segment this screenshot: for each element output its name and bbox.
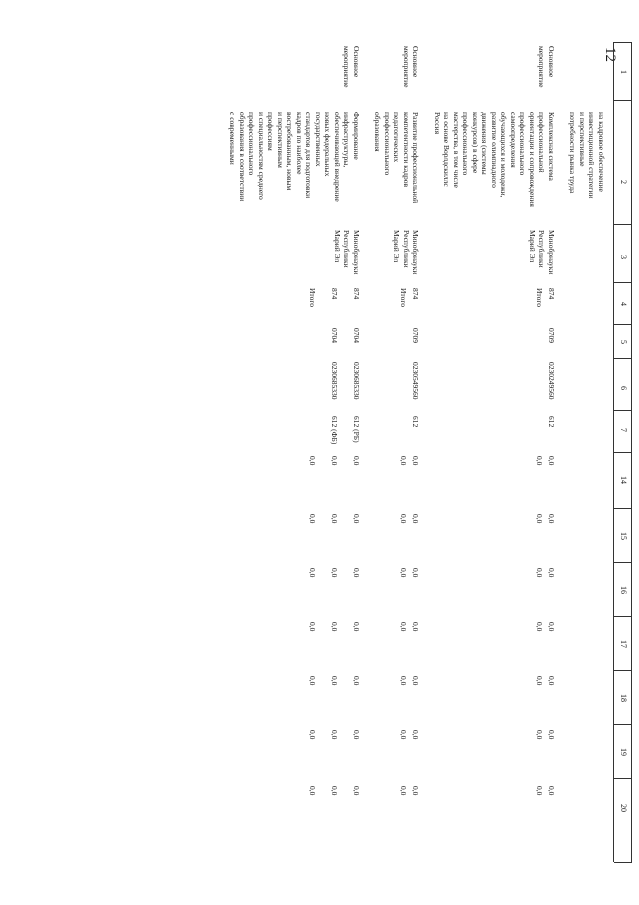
- amount-v18: 0,0: [330, 676, 339, 686]
- amount-v18: 0,0: [352, 676, 361, 686]
- amount-v19: 0,0: [547, 730, 556, 740]
- amount-v16: 0,0: [547, 568, 556, 578]
- column-divider: [614, 324, 632, 325]
- amount-v15: 0,0: [352, 514, 361, 524]
- column-number: 19: [619, 748, 628, 756]
- column-number: 2: [619, 180, 628, 184]
- column-number: 15: [619, 532, 628, 540]
- amount-v14: 0,0: [535, 456, 544, 466]
- code-c7: 612 (РБ): [352, 416, 361, 443]
- column-number: 20: [619, 804, 628, 812]
- amount-v20: 0,0: [399, 786, 409, 796]
- column-number: 3: [619, 255, 628, 259]
- amount-v16: 0,0: [535, 568, 544, 578]
- code-c7: 612: [547, 416, 556, 428]
- amount-v20: 0,0: [547, 786, 556, 796]
- continuation-text: на кадровое обеспечение инвестиционной стратегии и перспективные потребности рынка труда: [568, 112, 606, 199]
- amount-v20: 0,0: [352, 786, 361, 796]
- code-c6: 0230685330: [352, 362, 361, 400]
- code-c4: 874: [352, 288, 361, 300]
- column-number: 6: [619, 386, 628, 390]
- amount-v15: 0,0: [535, 514, 544, 524]
- responsible-executor: Минобрнауки Республики Марий Эл: [392, 230, 421, 275]
- amount-v15: 0,0: [547, 514, 556, 524]
- amount-v16: 0,0: [411, 568, 421, 578]
- amount-v20: 0,0: [411, 786, 421, 796]
- row-description: Комплексная система профессиональной ориентации и сопровождения профессионального самоопределения обучающихся и молодежи, развитие олимпиадного движения (системы конкурсов) в сфере профессионального мастерства, в том числе на основе Ворлдскиллс Россия: [433, 112, 556, 207]
- column-divider: [614, 358, 632, 359]
- amount-v14: 0,0: [352, 456, 361, 466]
- amount-v19: 0,0: [411, 730, 421, 740]
- amount-v14: 0,0: [308, 456, 317, 466]
- row-type: Основное мероприятие: [537, 46, 556, 88]
- amount-v18: 0,0: [547, 676, 556, 686]
- column-divider: [614, 724, 632, 725]
- amount-v19: 0,0: [308, 730, 317, 740]
- row-type: Основное мероприятие: [402, 46, 421, 88]
- amount-v18: 0,0: [399, 676, 409, 686]
- column-divider: [614, 410, 632, 411]
- amount-v15: 0,0: [330, 514, 339, 524]
- amount-v14: 0,0: [399, 456, 409, 466]
- code-c7: 612: [411, 416, 421, 428]
- column-divider: [614, 42, 632, 43]
- amount-v18: 0,0: [535, 676, 544, 686]
- column-number: 4: [619, 302, 628, 306]
- amount-v16: 0,0: [399, 568, 409, 578]
- amount-v17: 0,0: [399, 622, 409, 632]
- code-c5: 0709: [547, 328, 556, 343]
- code-c4: 874: [330, 288, 339, 300]
- column-number: 17: [619, 640, 628, 648]
- column-number: 5: [619, 340, 628, 344]
- amount-v16: 0,0: [330, 568, 339, 578]
- amount-v17: 0,0: [352, 622, 361, 632]
- code-c5: 0704: [330, 328, 339, 343]
- responsible-executor: Минобрнауки Республики Марий Эл: [333, 230, 361, 275]
- code-c4: 874: [411, 288, 421, 300]
- amount-v17: 0,0: [535, 622, 544, 632]
- column-number: 18: [619, 694, 628, 702]
- code-c6: 0230249560: [547, 362, 556, 400]
- code-c6: 0230685330: [330, 362, 339, 400]
- column-divider: [614, 778, 632, 779]
- amount-v14: 0,0: [547, 456, 556, 466]
- column-divider: [614, 862, 632, 863]
- amount-v20: 0,0: [308, 786, 317, 796]
- code-c5: 0704: [352, 328, 361, 343]
- code-c4: Итого: [308, 288, 317, 307]
- column-number: 16: [619, 586, 628, 594]
- code-c7: 612 (ФБ): [330, 416, 339, 445]
- amount-v15: 0,0: [399, 514, 409, 524]
- column-divider: [614, 670, 632, 671]
- code-c4: 874: [547, 288, 556, 300]
- amount-v19: 0,0: [399, 730, 409, 740]
- amount-v18: 0,0: [411, 676, 421, 686]
- amount-v20: 0,0: [330, 786, 339, 796]
- amount-v17: 0,0: [330, 622, 339, 632]
- budget-table: [112, 42, 632, 862]
- code-c4: Итого: [535, 288, 544, 307]
- column-divider: [614, 508, 632, 509]
- amount-v14: 0,0: [411, 456, 421, 466]
- column-divider: [614, 100, 632, 101]
- code-c4: Итого: [399, 288, 409, 307]
- code-c5: 0709: [411, 328, 421, 343]
- amount-v14: 0,0: [330, 456, 339, 466]
- amount-v20: 0,0: [535, 786, 544, 796]
- amount-v17: 0,0: [308, 622, 317, 632]
- amount-v15: 0,0: [308, 514, 317, 524]
- amount-v16: 0,0: [352, 568, 361, 578]
- page-number: 12: [602, 47, 618, 62]
- column-number: 7: [619, 428, 628, 432]
- column-divider: [614, 616, 632, 617]
- column-number: 14: [619, 476, 628, 484]
- amount-v16: 0,0: [308, 568, 317, 578]
- row-description: Формирование инфраструктуры, обеспечивающей внедрение новых федеральных государственных стандартов для подготовки кадров по наиболее востребованным, новым и перспективным профессиям и специальностям среднего профессионального образования в соответствии с современными: [228, 112, 361, 202]
- column-divider: [614, 224, 632, 225]
- amount-v19: 0,0: [330, 730, 339, 740]
- code-c6: 0230549560: [411, 362, 421, 400]
- responsible-executor: Минобрнауки Республики Марий Эл: [528, 230, 556, 275]
- column-divider: [614, 282, 632, 283]
- amount-v17: 0,0: [547, 622, 556, 632]
- amount-v19: 0,0: [535, 730, 544, 740]
- row-type: Основное мероприятие: [342, 46, 361, 88]
- amount-v19: 0,0: [352, 730, 361, 740]
- amount-v17: 0,0: [411, 622, 421, 632]
- column-number: 1: [619, 70, 628, 74]
- column-divider: [614, 452, 632, 453]
- column-divider: [614, 562, 632, 563]
- row-description: Развитие профессиональной компетентности кадров педагогических профессионального образования: [373, 112, 421, 204]
- amount-v18: 0,0: [308, 676, 317, 686]
- amount-v15: 0,0: [411, 514, 421, 524]
